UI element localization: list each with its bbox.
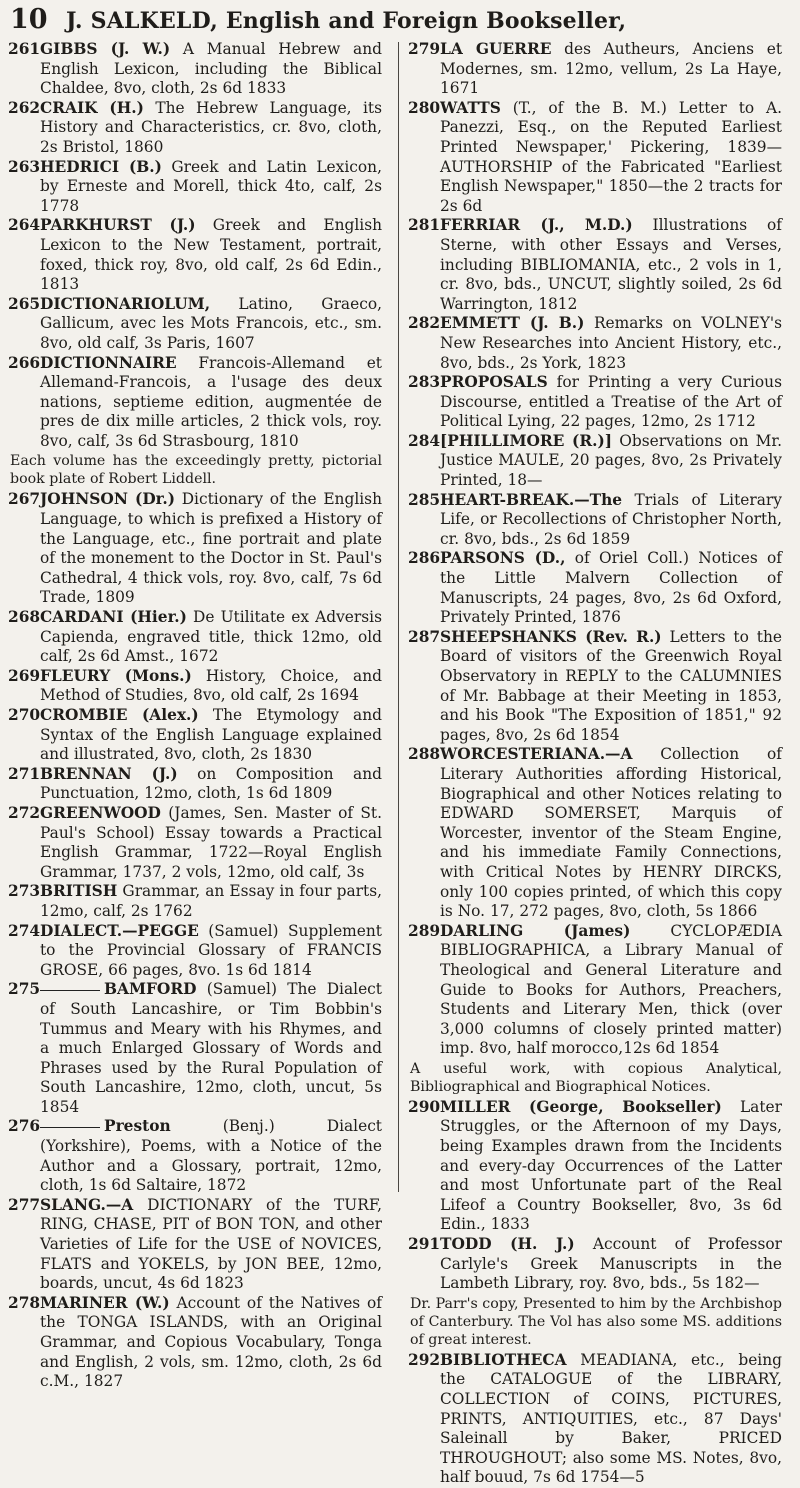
entry-text [440, 432, 782, 491]
page-header [10, 4, 790, 34]
entry-author: GREENWOOD [40, 803, 161, 822]
entry-number: 269 [8, 666, 41, 685]
catalogue-entry [408, 314, 782, 373]
catalogue-entry [8, 882, 382, 921]
running-title: J. SALKELD, English and Foreign Bookseller, [66, 8, 627, 34]
entry-description: Francois-Allemand et Allemand-Francois, a l'usage des deux nations, septieme edition, augmentée de pres de dix mille articles, 2 thick vols, roy. 8vo, calf, 3s 6d Strasbourg, 1810 [40, 353, 382, 450]
entry-number: 263 [8, 157, 41, 176]
entry-description: De Utilitate ex Adversis Capienda, engraved title, thick 12mo, old calf, 2s 6d Amst., 1672 [40, 608, 382, 666]
entry-author: MILLER (George, Bookseller) [440, 1097, 722, 1116]
entry-author: PARSONS (D., [440, 549, 566, 568]
entry-author: WORCESTERIANA.—A [440, 745, 633, 764]
entry-description: Dictionary of the English Language, to which is prefixed a History of the Language, etc., fine portrait and plate of the monement to the Doctor in St. Paul's Cathedral, 4 thick vols, roy. 8vo, calf, 7s 6d Trade, 1809 [40, 490, 382, 607]
entry-author: WATTS [440, 98, 501, 117]
entry-author: DICTIONARIOLUM, [40, 294, 211, 313]
entry-number: 270 [8, 706, 41, 724]
catalogue-entry [8, 1196, 382, 1294]
entry-author: BIBLIOTHECA [440, 1350, 567, 1369]
catalogue-note: Each volume has the exceedingly pretty, pictorial book plate of Robert Liddell. [10, 453, 382, 488]
entry-description: Illustrations of Sterne, with other Essays and Verses, including BIBLIOMANIA, etc., 2 vols in 1, cr. 8vo, bds., UNCUT, slightly soiled, 2s 6d Warrington, 1812 [440, 216, 782, 313]
entry-text [40, 216, 382, 294]
entry-text [440, 549, 782, 627]
entry-description: Trials of Literary Life, or Recollections of Christopher North, cr. 8vo, bds., 2s 6d 1859 [440, 490, 782, 548]
entry-number: 285 [408, 490, 441, 509]
entry-description: CYCLOPÆDIA BIBLIOGRAPHICA, a Library Manual of Theological and General Literature and Guide to Books for Authors, Preachers, Students and Literary Men, thick (over 3,000 columns of closely printed matter) imp. 8vo, half morocco,12s 6d 1854 [440, 921, 782, 1058]
entry-author: DARLING (James) [440, 921, 631, 940]
entry-text [440, 1098, 782, 1235]
entry-description: des Autheurs, Anciens et Modernes, sm. 12mo, vellum, 2s La Haye, 1671 [440, 40, 782, 98]
entry-description: (James, Sen. Master of St. Paul's School) Essay towards a Practical English Grammar, 1722—Royal English Grammar, 1737, 2 vols, 12mo, old calf, 3s [40, 803, 382, 881]
entry-number: 274 [8, 921, 41, 940]
entry-author: EMMETT (J. B.) [440, 314, 585, 333]
catalogue-entry [8, 1294, 382, 1392]
entry-author: HEDRICI (B.) [40, 157, 162, 176]
catalogue-entry [8, 980, 382, 1117]
catalogue-entry [8, 706, 382, 765]
catalogue-entry [408, 628, 782, 746]
column-divider [398, 42, 400, 1192]
catalogue-entry [8, 608, 382, 667]
entry-description: Remarks on VOLNEY's New Researches into Ancient History, etc., 8vo, bds., 2s York, 1823 [440, 314, 782, 372]
entry-author: LA GUERRE [440, 40, 552, 58]
entry-number: 267 [8, 490, 41, 509]
catalogue-entry [8, 490, 382, 608]
entry-text [40, 1196, 382, 1294]
entry-description: Letters to the Board of visitors of the Greenwich Royal Observatory in REPLY to the CALUMNIES of Mr. Babbage at their Meeting in 1853, and his Book "The Exposition of 1851," 92 pages, 8vo, 2s 6d 1854 [440, 627, 782, 744]
entry-number: 276 [8, 1117, 41, 1136]
entry-author: FERRIAR (J., M.D.) [440, 216, 633, 235]
entry-author: Preston [104, 1117, 171, 1136]
entry-text [40, 980, 382, 1117]
entry-number: 287 [408, 627, 441, 646]
entry-number: 271 [8, 764, 41, 783]
entry-text [440, 314, 782, 373]
entry-number: 273 [8, 882, 41, 901]
entry-author: BRITISH [40, 882, 118, 901]
entry-number: 279 [408, 40, 441, 58]
entry-description: for Printing a very Curious Discourse, entitled a Treatise of the Art of Political Lying, 22 pages, 12mo, 2s 1712 [440, 373, 782, 431]
entry-text [440, 491, 782, 550]
catalogue-entry [408, 549, 782, 627]
catalogue-entry [408, 745, 782, 921]
page-number: 10 [10, 4, 48, 35]
entry-number: 264 [8, 216, 41, 235]
left-column [8, 40, 382, 1392]
entry-description: Latino, Graeco, Gallicum, avec les Mots Francois, etc., sm. 8vo, old calf, 3s Paris, 1607 [40, 294, 382, 352]
catalogue-entry [8, 354, 382, 452]
catalogue-entry [8, 158, 382, 217]
entry-text [40, 765, 382, 804]
entry-description: on Composition and Punctuation, 12mo, cloth, 1s 6d 1809 [40, 764, 382, 803]
catalogue-entry [408, 373, 782, 432]
entry-number: 266 [8, 353, 41, 372]
catalogue-entry [8, 40, 382, 99]
catalogue-note: A useful work, with copious Analytical, Bibliographical and Biographical Notices. [410, 1060, 782, 1095]
entry-text [40, 922, 382, 981]
entry-description: Later Struggles, or the Afternoon of my Days, being Examples drawn from the Incidents and every-day Occurrences of the Latter and most Unfortunate part of the Real Lifeof a Country Bookseller, 8vo, 3s 6d Edin., 1833 [440, 1097, 782, 1234]
entry-number: 277 [8, 1195, 41, 1214]
catalogue-entry [8, 667, 382, 706]
catalogue-entry [408, 99, 782, 217]
entry-text [440, 216, 782, 314]
entry-author: [PHILLIMORE (R.)] [440, 431, 613, 450]
entry-description: (Benj.) Dialect (Yorkshire), Poems, with a Notice of the Author and a Glossary, portrait, 12mo, cloth, 1s 6d Saltaire, 1872 [40, 1117, 382, 1195]
entry-text [440, 1351, 782, 1488]
catalogue-entry [408, 491, 782, 550]
entry-author: MARINER (W.) [40, 1293, 170, 1312]
entry-author: PARKHURST (J.) [40, 216, 196, 235]
entry-number: 262 [8, 98, 41, 117]
right-column [408, 40, 782, 1488]
entry-author: JOHNSON (Dr.) [40, 490, 176, 509]
entry-description: Greek and English Lexicon to the New Testament, portrait, foxed, thick roy, 8vo, old calf, 2s 6d Edin., 1813 [40, 216, 383, 294]
entry-author: CROMBIE (Alex.) [40, 706, 199, 724]
entry-number: 275 [8, 980, 41, 999]
entry-description: The Etymology and Syntax of the English Language explained and illustrated, 8vo, cloth, 2s 1830 [40, 706, 382, 764]
entry-text [40, 706, 382, 765]
ditto-rule [40, 1127, 100, 1128]
entry-text [40, 40, 382, 99]
entry-author: BAMFORD [104, 980, 197, 999]
entry-author: SLANG.—A [40, 1195, 134, 1214]
entry-text [40, 354, 382, 452]
entry-number: 291 [408, 1235, 441, 1254]
entry-number: 261 [8, 40, 41, 58]
catalogue-entry [408, 1098, 782, 1235]
entry-author: HEART-BREAK.—The [440, 490, 623, 509]
entry-description: Grammar, an Essay in four parts, 12mo, calf, 2s 1762 [40, 882, 382, 920]
entry-description: Collection of Literary Authorities affording Historical, Biographical and other Notices relating to EDWARD SOMERSET, Marquis of Worcester, inventor of the Steam Engine, and his immediate Family Connections, with Critical Notes by HENRY DIRCKS, only 100 copies printed, of which this copy is No. 17, 272 pages, 8vo, cloth, 5s 1866 [440, 745, 782, 921]
catalogue-entry [8, 216, 382, 294]
entry-text [40, 295, 382, 354]
entry-number: 286 [408, 549, 441, 568]
entry-text [40, 99, 382, 158]
entry-number: 272 [8, 803, 41, 822]
entry-text [440, 373, 782, 432]
entry-number: 292 [408, 1350, 441, 1369]
entry-number: 268 [8, 608, 41, 627]
entry-description: (Samuel) The Dialect of South Lancashire, or Tim Bobbin's Tummus and Meary with his Rhymes, and a much Enlarged Glossary of Words and Phrases used by the Rural Population of South Lancashire, 12mo, cloth, uncut, 5s 1854 [40, 980, 382, 1116]
catalogue-entry [8, 1117, 382, 1195]
entry-number: 284 [408, 431, 441, 450]
entry-author: FLEURY (Mons.) [40, 666, 192, 685]
catalogue-entry [408, 432, 782, 491]
entry-text [440, 922, 782, 1059]
entry-description: DICTIONARY of the TURF, RING, CHASE, PIT of BON TON, and other Varieties of Life for the USE of NOVICES, FLATS and YOKELS, by JON BEE, 12mo, boards, uncut, 4s 6d 1823 [40, 1195, 382, 1293]
catalogue-entry [8, 922, 382, 981]
entry-text [40, 804, 382, 882]
ditto-rule [40, 990, 100, 991]
catalogue-entry [408, 1235, 782, 1294]
entry-description: (Samuel) Supplement to the Provincial Glossary of FRANCIS GROSE, 66 pages, 8vo. 1s 6d 1814 [40, 921, 382, 979]
entry-text [440, 99, 782, 217]
entry-description: Account of the Natives of the TONGA ISLANDS, with an Original Grammar, and Copious Vocabulary, Tonga and English, 2 vols, sm. 12mo, cloth, 2s 6d c.M., 1827 [40, 1293, 382, 1391]
entry-author: PROPOSALS [440, 373, 548, 392]
entry-number: 290 [408, 1097, 441, 1116]
entry-description: of Oriel Coll.) Notices of the Little Malvern Collection of Manuscripts, 24 pages, 8vo, 2s 6d Oxford, Privately Printed, 1876 [440, 549, 783, 627]
catalogue-entry [8, 295, 382, 354]
entry-description: History, Choice, and Method of Studies, 8vo, old calf, 2s 1694 [40, 666, 382, 705]
catalogue-entry [8, 99, 382, 158]
catalogue-entry [408, 216, 782, 314]
entry-text [40, 882, 382, 921]
catalogue-entry [408, 922, 782, 1059]
entry-number: 282 [408, 314, 441, 333]
entry-text [40, 1294, 382, 1392]
entry-text [40, 608, 382, 667]
entry-text [440, 40, 782, 99]
entry-author: CRAIK (H.) [40, 98, 144, 117]
entry-description: A Manual Hebrew and English Lexicon, including the Biblical Chaldee, 8vo, cloth, 2s 6d 1833 [40, 40, 382, 98]
entry-number: 283 [408, 373, 441, 392]
entry-text [40, 158, 382, 217]
entry-number: 281 [408, 216, 441, 235]
entry-text [440, 628, 782, 746]
entry-number: 289 [408, 921, 441, 940]
entry-number: 278 [8, 1293, 41, 1312]
entry-description: MEADIANA, etc., being the CATALOGUE of the LIBRARY, COLLECTION of COINS, PICTURES, PRINTS, ANTIQUITIES, etc., 87 Days' Saleinall by Baker, PRICED THROUGHOUT; also some MS. Notes, 8vo, half bouud, 7s 6d 1754—5 [440, 1350, 782, 1487]
entry-author: GIBBS (J. W.) [40, 40, 171, 58]
entry-text [440, 745, 782, 921]
catalogue-note: Dr. Parr's copy, Presented to him by the Archbishop of Canterbury. The Vol has also some MS. additions of great interest. [410, 1295, 782, 1348]
entry-description: The Hebrew Language, its History and Characteristics, cr. 8vo, cloth, 2s Bristol, 1860 [40, 98, 382, 156]
entry-description: (T., of the B. M.) Letter to A. Panezzi, Esq., on the Reputed Earliest Printed Newspaper,' Pickering, 1839—AUTHORSHIP of the Fabricated "Earliest English Newspaper," 1850—the 2 tracts for 2s 6d [440, 98, 782, 215]
catalogue-entry [8, 765, 382, 804]
entry-description: Observations on Mr. Justice MAULE, 20 pages, 8vo, 2s Privately Printed, 18— [440, 431, 782, 490]
catalogue-entry [408, 40, 782, 99]
entry-description: Greek and Latin Lexicon, by Erneste and Morell, thick 4to, calf, 2s 1778 [40, 157, 382, 215]
entry-text [440, 1235, 782, 1294]
entry-author: DIALECT.—PEGGE [40, 921, 199, 940]
entry-number: 280 [408, 98, 441, 117]
entry-author: SHEEPSHANKS (Rev. R.) [440, 627, 662, 646]
catalogue-entry [408, 1351, 782, 1488]
entry-number: 265 [8, 294, 41, 313]
entry-description: Account of Professor Carlyle's Greek Manuscripts in the Lambeth Library, roy. 8vo, bds., 5s 182— [440, 1235, 782, 1293]
entry-text [40, 1117, 382, 1195]
entry-text [40, 490, 382, 608]
entry-author: DICTIONNAIRE [40, 353, 177, 372]
catalogue-entry [8, 804, 382, 882]
entry-number: 288 [408, 745, 441, 764]
entry-text [40, 667, 382, 706]
entry-author: TODD (H. J.) [440, 1235, 575, 1254]
entry-author: CARDANI (Hier.) [40, 608, 187, 627]
entry-author: BRENNAN (J.) [40, 764, 178, 783]
